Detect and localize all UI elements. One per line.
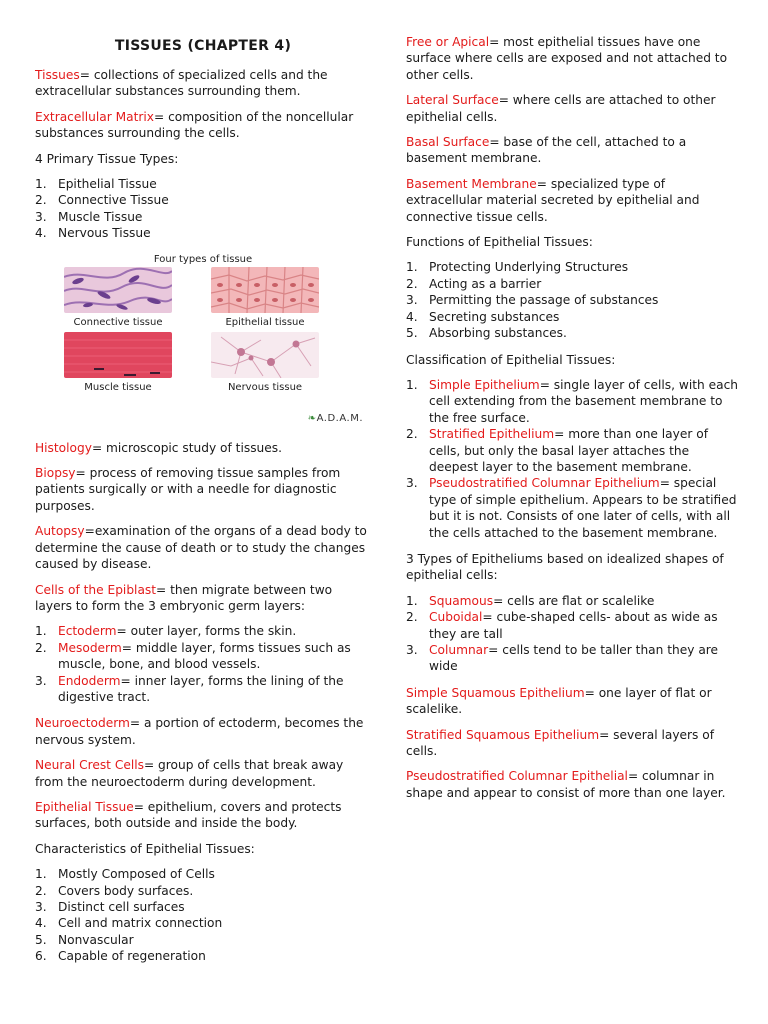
section-heading: 3 Types of Epitheliums based on idealized shapes of epithelial cells:: [406, 551, 724, 583]
term: Extracellular Matrix: [35, 109, 154, 124]
list-item: 2. Connective Tissue: [35, 193, 169, 208]
connective-tissue-caption: Connective tissue: [73, 316, 163, 328]
list-item: 1. Protecting Underlying Structures: [406, 260, 629, 275]
definition-text: = collections of specialized cells and the extracellular substances surrounding them.: [35, 68, 328, 99]
list-item: 4. Secreting substances: [406, 309, 560, 324]
section-heading: Functions of Epithelial Tissues:: [406, 235, 593, 250]
list-item: 3. Columnar= cells tend to be taller than they are wide: [406, 643, 719, 674]
definition-biopsy: Biopsy= process of removing tissue samples from patients surgically or with a needle for diagnostic purposes.: [35, 466, 341, 513]
leaf-icon: ❧: [307, 413, 317, 425]
list-item: 5. Absorbing substances.: [406, 326, 567, 341]
list-item: 3. Muscle Tissue: [35, 209, 143, 224]
list-item: 3. Pseudostratified Columnar Epithelium= special type of simple epithelium. Appears to be stratified but it is not. Consists of one later of cells, with all the cells attached to the basement membrane.: [406, 476, 737, 540]
list-item: 2. Cuboidal= cube-shaped cells- about as wide as they are tall: [406, 610, 718, 641]
list-item: 1. Squamous= cells are flat or scalelike: [406, 593, 655, 608]
term: Tissues: [35, 68, 80, 82]
list-item: 2. Acting as a barrier: [406, 276, 542, 291]
list-item: 2. Mesoderm= middle layer, forms tissues such as muscle, bone, and blood vessels.: [35, 640, 351, 672]
list-item: 1. Simple Epithelium= single layer of cells, with each cell extending from the basement membrane to the free surface.: [406, 377, 738, 425]
definition-basal: Basal Surface= base of the cell, attached to a basement membrane.: [406, 135, 687, 166]
list-item: 4. Cell and matrix connection: [35, 916, 223, 931]
definition-histology: Histology= microscopic study of tissues.: [35, 440, 282, 455]
list-item: 5. Nonvascular: [35, 932, 134, 947]
germ-layers-list: [35, 623, 371, 705]
definition-epiblast: Cells of the Epiblast= then migrate between two layers to form the 3 embryonic germ layers:: [35, 582, 333, 613]
tissue-types-list: [35, 176, 371, 242]
nervous-tissue-caption: Nervous tissue: [227, 381, 303, 393]
list-item: 3. Permitting the passage of substances: [406, 293, 659, 308]
list-item: 1. Ectoderm= outer layer, forms the skin.: [35, 624, 297, 639]
definition-lateral: Lateral Surface= where cells are attached to other epithelial cells.: [406, 93, 716, 124]
tissue-figure: [35, 252, 371, 432]
muscle-tissue-image: [64, 332, 172, 378]
nervous-tissue-image: [211, 332, 319, 378]
list-item: 4. Nervous Tissue: [35, 226, 151, 241]
list-item: 1. Mostly Composed of Cells: [35, 867, 215, 882]
list-item: 2. Stratified Epithelium= more than one layer of cells, but only the basal layer attaches the deepest layer to the basement membrane.: [406, 427, 708, 474]
list-item: 3. Endoderm= inner layer, forms the lining of the digestive tract.: [35, 673, 344, 704]
definition-apical: Free or Apical= most epithelial tissues have one surface where cells are exposed and not attached to other cells.: [406, 35, 728, 82]
list-item: 3. Distinct cell surfaces: [35, 900, 185, 914]
definition-simple-squamous: Simple Squamous Epithelium= one layer of flat or scalelike.: [406, 685, 712, 717]
left-column: [35, 34, 371, 975]
connective-tissue-image: [64, 267, 172, 313]
right-column: [406, 34, 740, 810]
definition-neural-crest: Neural Crest Cells= group of cells that break away from the neuroectoderm during development.: [35, 758, 344, 789]
definition-tissues: [35, 67, 371, 100]
section-heading: Characteristics of Epithelial Tissues:: [35, 841, 255, 856]
definition-stratified-squamous: Stratified Squamous Epithelium= several layers of cells.: [406, 727, 715, 759]
definition-pseudostratified-columnar: Pseudostratified Columnar Epithelial= columnar in shape and appear to consist of more than one layer.: [406, 769, 726, 800]
list-item: 1. Epithelial Tissue: [35, 177, 157, 192]
list-item: 2. Covers body surfaces.: [35, 883, 194, 898]
definition-autopsy: Autopsy=examination of the organs of a dead body to determine the cause of death or to study the changes caused by disease.: [35, 524, 367, 572]
epithelial-tissue-image: [211, 267, 319, 313]
classification-list: [406, 377, 740, 541]
section-heading: 4 Primary Tissue Types:: [35, 151, 179, 166]
characteristics-list: [35, 866, 371, 964]
adam-credit: ❧A.D.A.M.: [307, 413, 363, 425]
functions-list: [406, 259, 740, 341]
definition-text: = composition of the noncellular substances surrounding the cells.: [35, 109, 354, 141]
figure-title: Four types of tissue: [153, 253, 253, 265]
page-title: TISSUES (CHAPTER 4): [114, 38, 292, 54]
list-item: 6. Capable of regeneration: [35, 949, 206, 964]
definition-basement-membrane: Basement Membrane= specialized type of extracellular material secreted by epithelial and connective tissue cells.: [406, 176, 700, 224]
shapes-list: [406, 593, 740, 675]
section-heading: Classification of Epithelial Tissues:: [406, 352, 616, 367]
definition-epithelial-tissue: Epithelial Tissue= epithelium, covers and protects surfaces, both outside and inside the body.: [35, 799, 342, 831]
definition-neuroectoderm: Neuroectoderm= a portion of ectoderm, becomes the nervous system.: [35, 716, 364, 747]
muscle-tissue-caption: Muscle tissue: [84, 381, 152, 393]
epithelial-tissue-caption: Epithelial tissue: [225, 316, 305, 328]
definition-extracellular-matrix: [35, 109, 371, 142]
